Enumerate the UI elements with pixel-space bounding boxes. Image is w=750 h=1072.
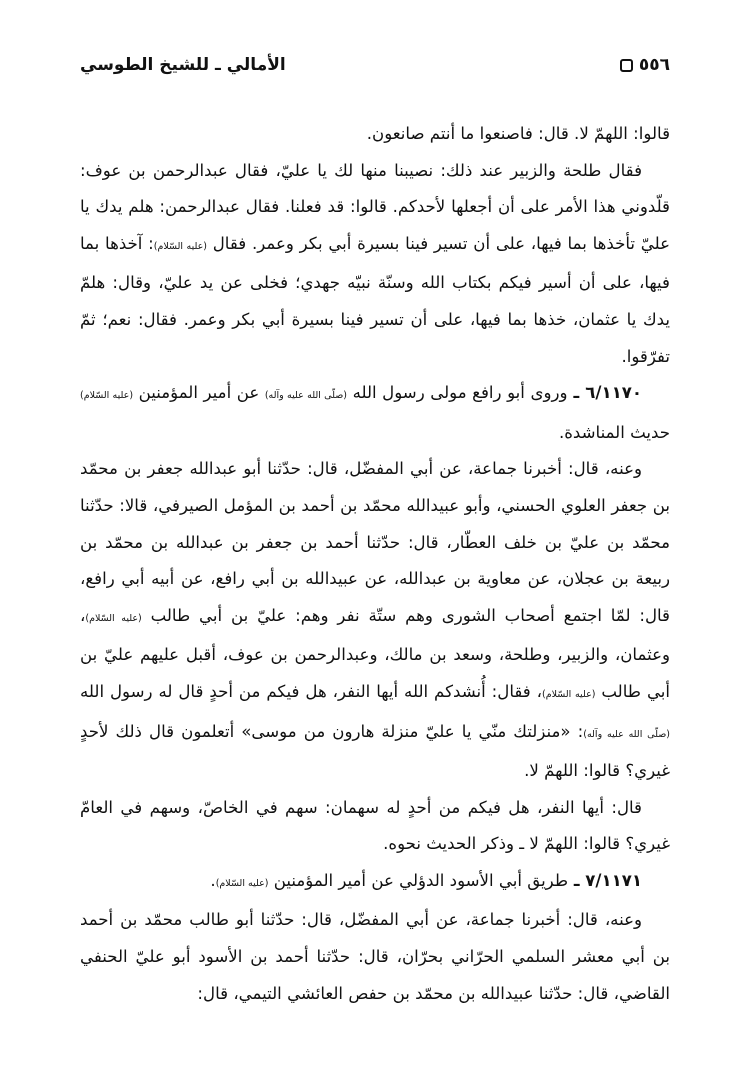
text-run: عن أمير المؤمنين — [133, 383, 265, 403]
page-number: ٥٥٦ — [638, 55, 670, 75]
honorific: (عليه السّلام) — [85, 612, 142, 624]
honorific: (صلّى الله عليه وآله) — [264, 390, 348, 402]
text-run: وعنه، قال: أخبرنا جماعة، عن أبي المفضّل، قال: حدّثنا أبو عبدالله جعفر بن محمّد بن جعفر العلوي الحسني، وأبو عبيدالله محمّد بن أحمد بن المؤمل الصيرفي، قالا: حدّثنا محمّد بن عليّ بن خلف العطّار، قال: حدّثنا أحمد بن جعفر بن عبدالله بن محمّد بن ربيعة بن عجلان، عن معاوية بن عبدالله، عن عبيدالله بن أبي رافع، عن أبيه أبي رافع، قال: لمّا اجتمع أصحاب الشورى وهم ستّة نفر وهم: عليّ بن أبي طالب — [80, 459, 670, 625]
text-run: طريق أبي الأسود الدؤلي عن أمير المؤمنين — [268, 870, 569, 890]
page-body — [80, 116, 670, 1012]
text-run: : «منزلتك منّي يا عليّ منزلة هارون من موسى» أتعلمون قال ذلك لأحدٍ غيري؟ قالوا: اللهمّ لا. — [80, 721, 670, 781]
text-run: فقال طلحة والزبير عند ذلك: نصيبنا منها لك يا عليّ، فقال عبدالرحمن بن عوف: قلّدوني هذا الأمر على أن أجعلها لأحدكم. قالوا: قد فعلنا. فقال عبدالرحمن: هلم يدك يا عليّ تأخذها بما فيها، على أن تسير فينا بسيرة أبي بكر وعمر. فقال — [80, 160, 670, 253]
text-run: وعنه، قال: أخبرنا جماعة، عن أبي المفضّل، قال: حدّثنا أبو طالب محمّد بن أحمد بن أبي معشر السلمي الحرّاني بحرّان، قال: حدّثنا أحمد بن الأسود أبو عليّ الحنفي القاضي، قال: حدّثنا عبيدالله بن محمّد بن حفص العائشي التيمي، قال: — [80, 910, 670, 1003]
square-ornament-icon — [620, 59, 633, 72]
paragraph — [80, 902, 670, 1012]
honorific: (عليه السّلام) — [542, 688, 596, 700]
honorific: (عليه السّلام) — [215, 877, 269, 889]
text-run: : آخذها بما فيها، على أن أسير فيكم بكتاب الله وسنّة نبيّه جهدي؛ فخلى عن يد عليّ، وقال: هلمّ يدك يا عثمان، خذها بما فيها، على أن تسير فينا بسيرة أبي بكر وعمر. فقال: نعم؛ ثمّ تفرّقوا. — [80, 233, 670, 366]
paragraph — [80, 375, 670, 451]
text-run: وروى أبو رافع مولى رسول الله — [347, 383, 568, 403]
honorific: (عليه السّلام) — [80, 390, 134, 402]
text-run: ، وعثمان، والزبير، وطلحة، وسعد بن مالك، وعبدالرحمن بن عوف، أقبل عليهم عليّ بن أبي طالب — [80, 605, 671, 701]
paragraph — [80, 451, 670, 789]
paragraph — [80, 153, 670, 376]
page-number-block — [620, 55, 670, 75]
paragraph — [80, 863, 670, 903]
honorific: (صلّى الله عليه وآله) — [583, 728, 670, 740]
honorific: (عليه السّلام) — [153, 240, 207, 252]
page-header — [80, 52, 670, 78]
text-run: . — [210, 870, 216, 890]
book-title: الأمالي ـ للشيخ الطوسي — [80, 55, 286, 75]
text-run: قال: أيها النفر، هل فيكم من أحدٍ له سهمان: سهم في الخاصّ، وسهم في العامّ غيري؟ قالوا: اللهمّ لا ـ وذكر الحديث نحوه. — [80, 797, 670, 854]
hadith-number: ٧/١١٧١ ـ — [568, 870, 642, 890]
text-run: ، فقال: أُنشدكم الله أيها النفر، هل فيكم من أحدٍ قال له رسول الله — [80, 681, 543, 701]
text-run: قالوا: اللهمّ لا. قال: فاصنعوا ما أنتم صانعون. — [366, 124, 670, 143]
hadith-number: ٦/١١٧٠ ـ — [567, 383, 642, 403]
paragraph — [80, 116, 670, 153]
text-run: حديث المناشدة. — [558, 422, 670, 442]
paragraph — [80, 790, 670, 863]
